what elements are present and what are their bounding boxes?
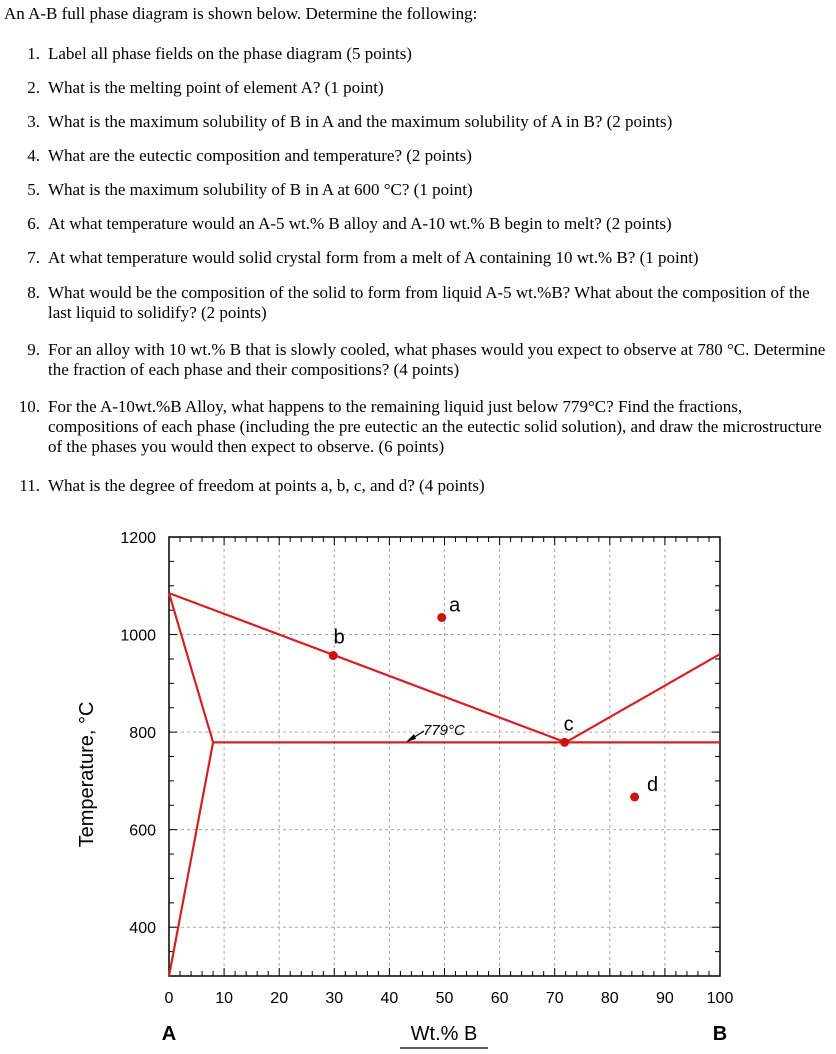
question-number: 4. <box>27 146 40 165</box>
y-tick-label: 1000 <box>120 627 156 645</box>
line-solidus-left <box>169 593 213 742</box>
question-text: At what temperature would solid crystal form from a melt of A containing 10 wt.% B? (1 point) <box>48 248 699 267</box>
x-end-label-a: A <box>161 1023 177 1045</box>
question-number: 11. <box>19 476 40 495</box>
question-text: For the A-10wt.%B Alloy, what happens to the remaining liquid just below 779°C? Find the fractions, compositions of each phase (including the pre eutectic an the eutectic solid solution), and draw the microstructure of the phases you would then expect to observe. (6 points) <box>48 397 822 456</box>
question-text: For an alloy with 10 wt.% B that is slowly cooled, what phases would you expect to observe at 780 °C. Determine the fraction of each phase and their compositions? (4 points) <box>48 340 826 379</box>
x-tick-label: 20 <box>270 990 289 1007</box>
question-text: What is the melting point of element A? (1 point) <box>48 78 384 97</box>
x-tick-label: 70 <box>545 990 564 1007</box>
x-tick-label: 10 <box>215 990 233 1007</box>
annotations <box>406 722 465 742</box>
labeled-points <box>329 594 658 801</box>
line-solvus <box>169 742 213 976</box>
x-tick-label: 80 <box>600 990 619 1007</box>
point-c <box>560 738 569 747</box>
line-liquidus-right <box>563 654 720 742</box>
question-number: 5. <box>27 180 40 199</box>
question-number: 3. <box>27 112 40 131</box>
point-label-a: a <box>449 594 461 617</box>
x-tick-label: 0 <box>164 990 174 1007</box>
question-text: At what temperature would an A-5 wt.% B alloy and A-10 wt.% B begin to melt? (2 points) <box>48 214 672 233</box>
question-number: 8. <box>27 283 40 302</box>
question-text: What is the maximum solubility of B in A at 600 °C? (1 point) <box>48 180 473 199</box>
question-number: 6. <box>27 214 40 233</box>
eutectic-label: 779°C <box>423 722 465 739</box>
y-tick-label: 800 <box>129 725 156 743</box>
question-number: 10. <box>18 397 40 416</box>
x-axis-label: Wt.% B <box>410 1023 478 1045</box>
question-text: What is the degree of freedom at points a, b, c, and d? (4 points) <box>48 476 485 495</box>
eutectic-arrowhead <box>406 734 416 742</box>
y-tick-label: 1200 <box>120 530 156 547</box>
question-text: What is the maximum solubility of B in A and the maximum solubility of A in B? (2 points) <box>48 112 673 131</box>
x-end-label-b: B <box>712 1023 728 1045</box>
x-tick-label: 50 <box>435 990 454 1007</box>
x-tick-label: 30 <box>325 990 344 1007</box>
point-label-d: d <box>647 773 659 796</box>
question-text: What would be the composition of the solid to form from liquid A-5 wt.%B? What about the composition of the last liquid to solidify? (2 points) <box>48 283 810 322</box>
y-tick-label: 600 <box>129 822 156 840</box>
line-liquidus-left <box>169 593 566 742</box>
point-a <box>437 613 446 622</box>
y-tick-label: 400 <box>129 920 156 938</box>
intro-text: An A-B full phase diagram is shown below. Determine the following: <box>4 4 478 23</box>
axis-ticks <box>76 530 733 1048</box>
point-label-c: c <box>563 713 574 736</box>
question-number: 9. <box>27 340 40 359</box>
grid <box>169 537 720 976</box>
question-text: What are the eutectic composition and temperature? (2 points) <box>48 146 472 165</box>
x-tick-label: 90 <box>656 990 674 1007</box>
x-tick-label: 60 <box>490 990 509 1007</box>
question-number: 2. <box>27 78 40 97</box>
question-number: 7. <box>27 248 40 267</box>
question-text: Label all phase fields on the phase diagram (5 points) <box>48 44 412 63</box>
point-b <box>329 651 338 660</box>
point-label-b: b <box>333 626 345 649</box>
x-tick-label: 100 <box>706 990 734 1007</box>
question-number: 1. <box>27 44 40 63</box>
x-tick-label: 40 <box>380 990 399 1007</box>
y-axis-label: Temperature, °C <box>76 701 98 848</box>
point-d <box>630 792 639 801</box>
